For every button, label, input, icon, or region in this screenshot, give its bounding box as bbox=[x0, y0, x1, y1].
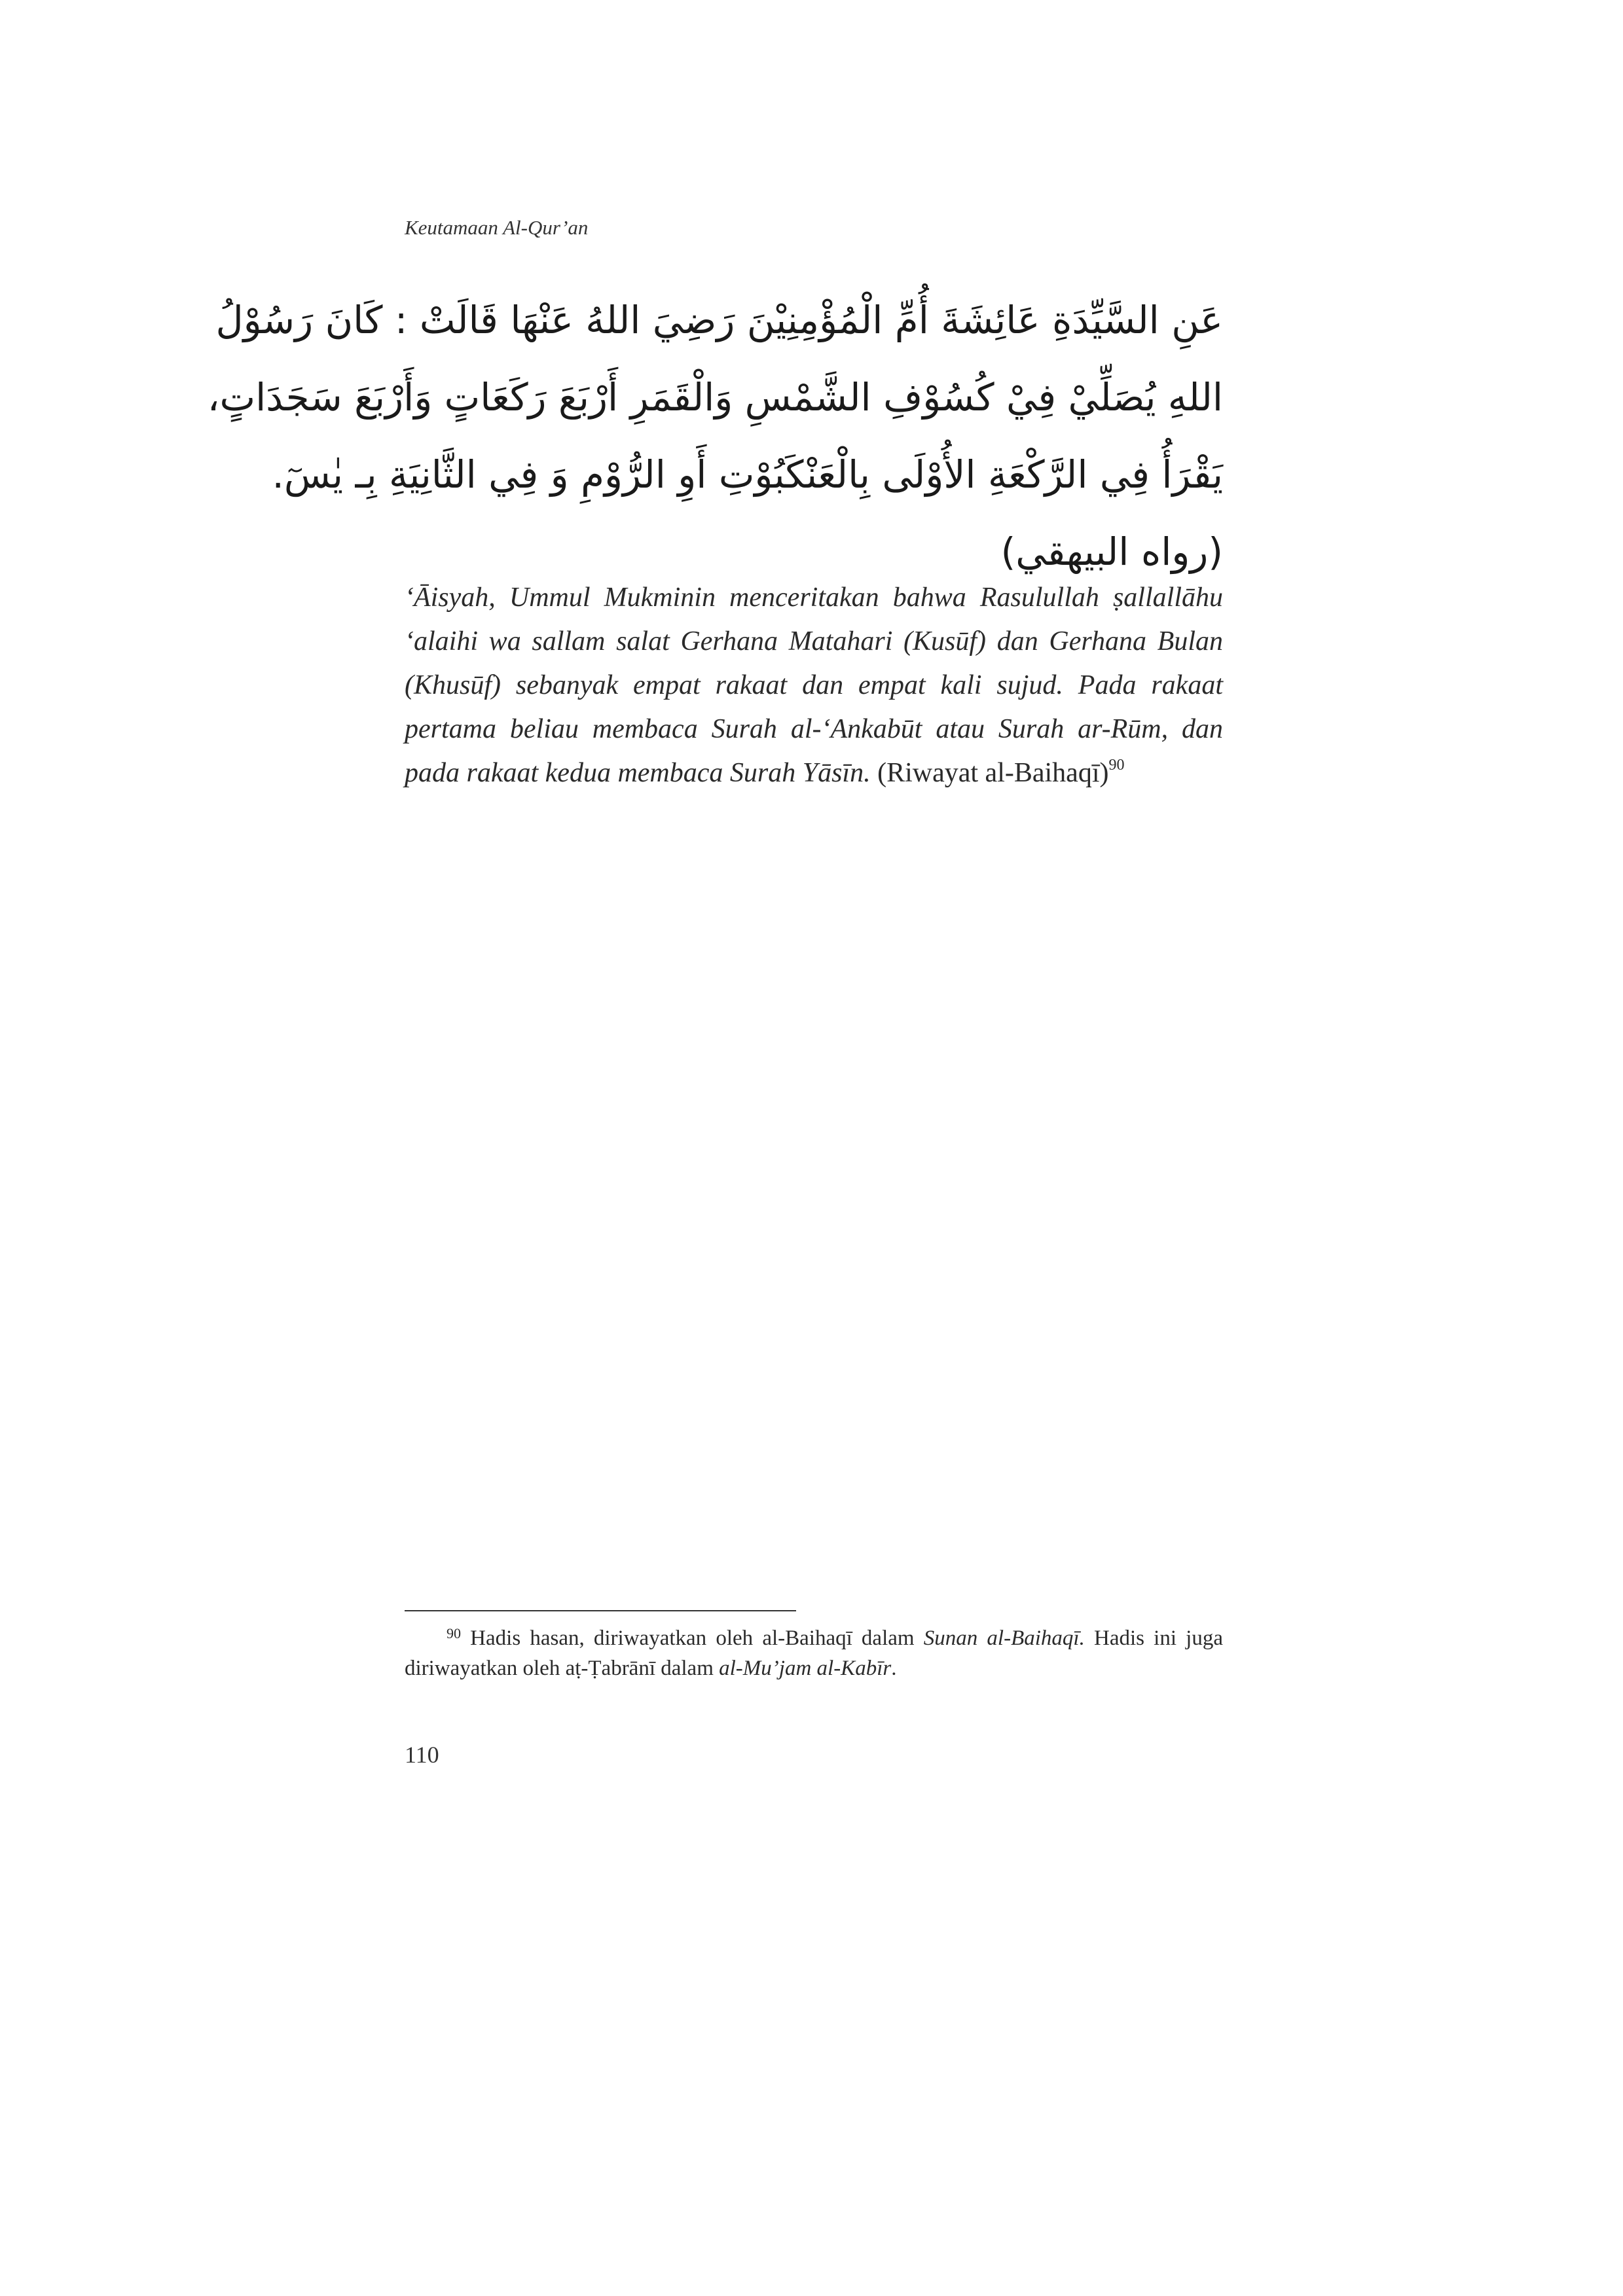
translation-text: ‘Āisyah, Ummul Mukminin menceritakan bahwa Rasulullah ṣallallāhu ‘alaihi wa sallam salat Gerhana Matahari (Kusūf) dan Gerhana Bulan (Khusūf) sebanyak empat rakaat dan empat kali sujud. Pada rakaat pertama beliau membaca Surah al-‘Ankabūt atau Surah ar-Rūm, dan pada rakaat kedua membaca Surah Yāsīn. bbox=[405, 583, 1223, 788]
arabic-line-1: عَنِ السَّيِّدَةِ عَائِشَةَ أُمِّ الْمُؤْمِنِيْنَ رَضِيَ اللهُ عَنْهَا قَالَتْ : كَانَ رَسُوْلُ bbox=[215, 298, 1223, 342]
footnote-title-2: al-Mu’jam al-Kabīr bbox=[719, 1657, 892, 1680]
footnote-text-1: Hadis hasan, diriwayatkan oleh al-Baihaqī dalam bbox=[470, 1626, 915, 1650]
footnote-title-1: Sunan al-Baihaqī. bbox=[923, 1626, 1085, 1650]
hadith-arabic-text bbox=[207, 281, 1223, 590]
footnote-divider bbox=[405, 1610, 796, 1611]
translation-source: (Riwayat al-Baihaqī) bbox=[877, 758, 1109, 788]
footnote-end: . bbox=[891, 1657, 897, 1680]
footnote bbox=[405, 1623, 1223, 1683]
running-header: Keutamaan Al-Qur’an bbox=[405, 216, 589, 239]
arabic-line-2: اللهِ يُصَلِّيْ فِيْ كُسُوْفِ الشَّمْسِ وَالْقَمَرِ أَرْبَعَ رَكَعَاتٍ وَأَرْبَعَ سَجَدَاتٍ، bbox=[207, 375, 1223, 420]
arabic-line-3: يَقْرَأُ فِي الرَّكْعَةِ الأُوْلَى بِالْعَنْكَبُوْتِ أَوِ الرُّوْمِ وَ فِي الثَّانِيَةِ بِـ يٰسٓ. bbox=[272, 452, 1223, 497]
page-number: 110 bbox=[405, 1742, 439, 1768]
footnote-text-2: Hadis ini juga diriwayatkan oleh aṭ-Ṭabrānī dalam bbox=[405, 1626, 1223, 1680]
footnote-reference[interactable]: 90 bbox=[1108, 757, 1125, 774]
arabic-narration-source: (رواه البيهقي) bbox=[1000, 529, 1223, 574]
footnote-number: 90 bbox=[447, 1625, 461, 1641]
hadith-translation bbox=[405, 576, 1223, 795]
